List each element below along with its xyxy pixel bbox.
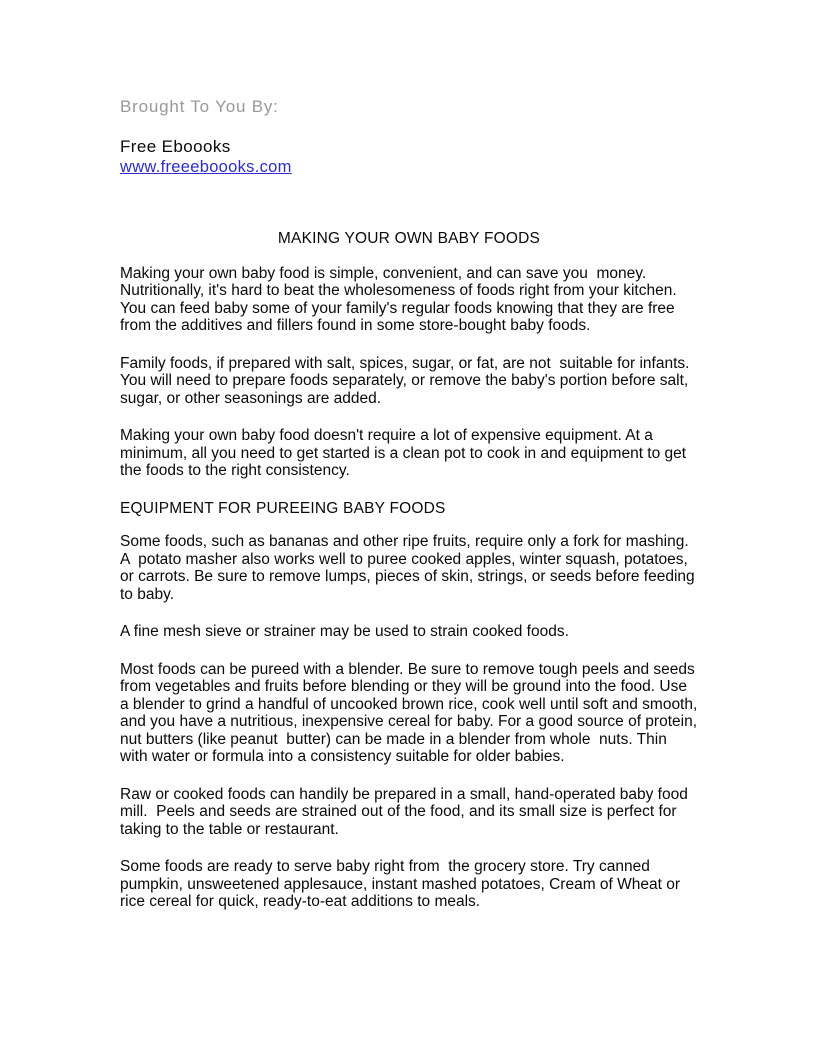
section-paragraph-4: Raw or cooked foods can handily be prepared in a small, hand-operated baby food mill. Peels and seeds are strained out of the food, and its small size is perfect for taking to the table or restaurant. — [120, 785, 693, 838]
brand-name: Free Eboooks — [120, 137, 231, 156]
section-heading-equipment: EQUIPMENT FOR PUREEING BABY FOODS — [120, 499, 446, 517]
intro-paragraph-1: Making your own baby food is simple, convenient, and can save you money. Nutritionally, it's hard to beat the wholesomeness of foods right from your kitchen. You can feed baby some of your family's regular foods knowing that they are free from the additives and fillers found in some store-bought baby foods. — [120, 264, 681, 334]
intro-paragraph-3: Making your own baby food doesn't require a lot of expensive equipment. At a minimum, all you need to get started is a clean pot to cook in and equipment to get the foods to the right consistency. — [120, 427, 691, 479]
brought-to-you-by-label: Brought To You By: — [120, 97, 279, 116]
section-paragraph-1: Some foods, such as bananas and other ripe fruits, require only a fork for mashing. A potato masher also works well to puree cooked apples, winter squash, potatoes, or carrots. Be sure to remove lumps, pieces of skin, strings, or seeds before feeding to baby. — [120, 533, 699, 603]
document-title: MAKING YOUR OWN BABY FOODS — [277, 230, 541, 247]
section-paragraph-3: Most foods can be pureed with a blender. Be sure to remove tough peels and seeds from vegetables and fruits before blending or they will be ground into the food. Use a blender to grind a handful of uncooked brown rice, cook well until soft and smooth, and you have a nutritious, inexpensive cereal for baby. For a good source of protein, nut butters (like peanut butter) can be made in a blender from whole nuts. Thin with water or formula into a consistency suitable for older babies. — [120, 660, 702, 765]
section-paragraph-2: A fine mesh sieve or strainer may be used to strain cooked foods. — [120, 623, 569, 640]
website-link[interactable]: www.freeeboooks.com — [120, 158, 292, 176]
page-content — [120, 0, 702, 931]
intro-paragraph-2: Family foods, if prepared with salt, spices, sugar, or fat, are not suitable for infants. You will need to prepare foods separately, or remove the baby's portion before salt, sugar, or other seasonings are added. — [120, 354, 694, 407]
section-paragraph-5: Some foods are ready to serve baby right from the grocery store. Try canned pumpkin, unsweetened applesauce, instant mashed potatoes, Cream of Wheat or rice cereal for quick, ready-to-eat additions to meals. — [120, 858, 685, 910]
